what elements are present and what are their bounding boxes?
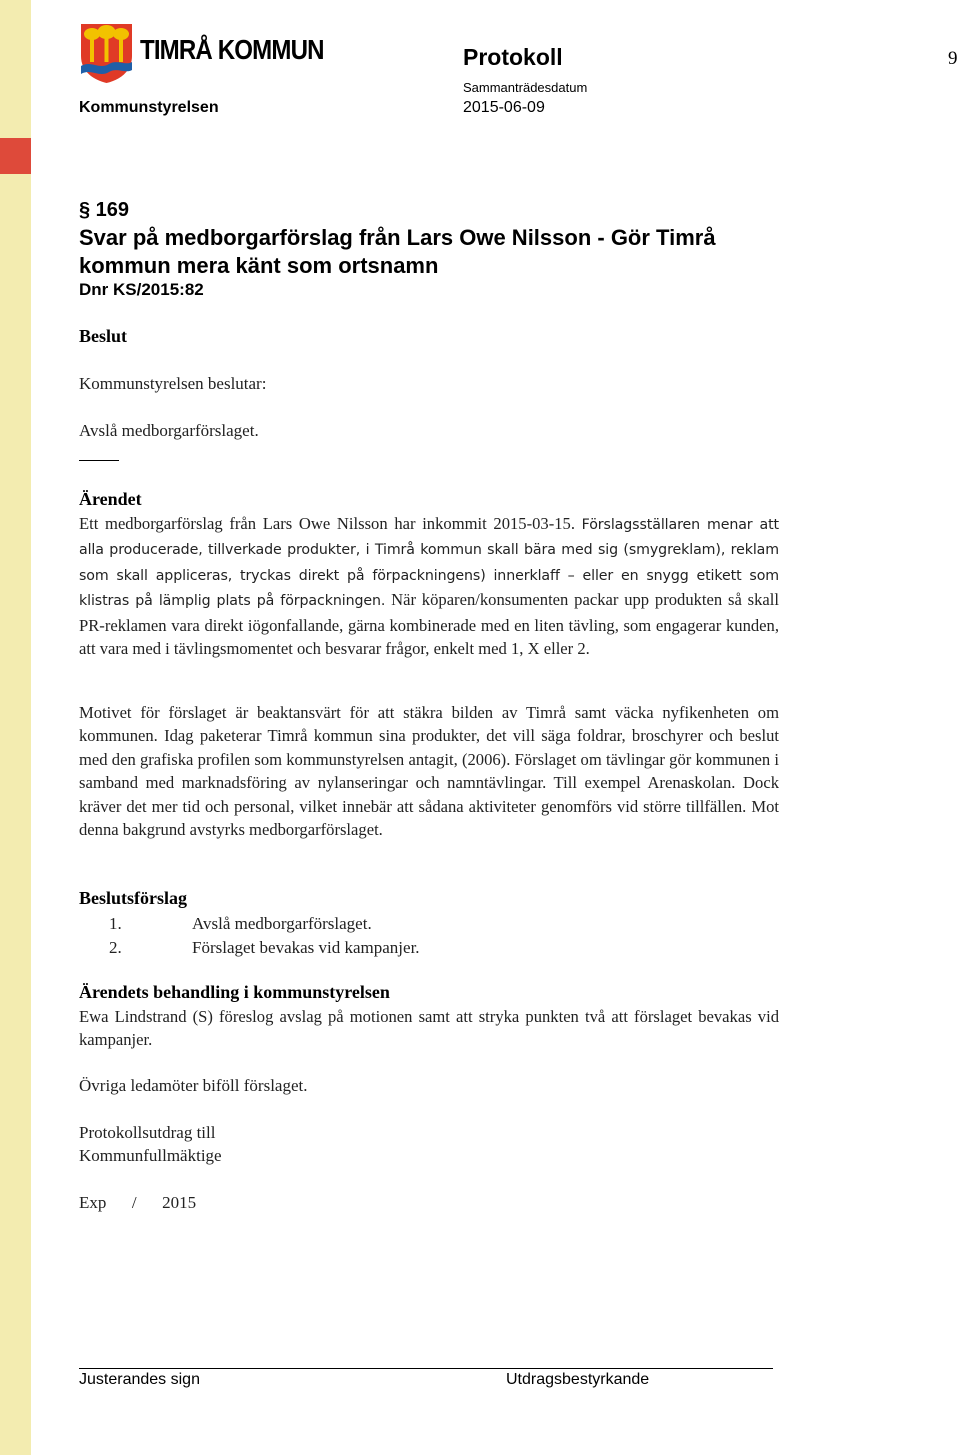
timra-coat-of-arms-logo [79,22,134,84]
arendet-p1-serif: Ett medborgarförslag från Lars Owe Nilsson har inkommit 2015-03-15. [79,514,582,533]
section-title: Svar på medborgarförslag från Lars Owe Nilsson - Gör Timrå kommun mera känt som ortsnamn [79,225,716,278]
margin-accent-block [0,138,31,174]
beslutsforslag-list [79,912,420,959]
signature-label-justerandes: Justerandes sign [79,1371,200,1388]
arendet-paragraph-1 [79,512,779,660]
distribution-recipient: Kommunfullmäktige [79,1146,222,1165]
brand-wordmark: TIMRÅ KOMMUN [140,34,324,65]
arendet-p1-sans: Förslagsställaren menar att alla producerade, tillverkade produkter, i Timrå kommun skall bära med sig (smygreklam), reklam som skall appliceras, tryckas direkt på förpackningens) innerklaff – eller en snygg etikett som klistras på lämplig plats på förpackningen. [79,517,779,610]
beslut-decision: Avslå medborgarförslaget. [79,421,259,440]
list-item-number: 1. [109,914,122,933]
section-number: § 169 [79,199,130,221]
list-item-number: 2. [109,937,122,957]
signature-label-utdragsbestyrkande: Utdragsbestyrkande [506,1371,650,1388]
separator-rule [79,460,119,461]
distribution-label: Protokollsutdrag till [79,1123,216,1142]
case-number: Dnr KS/2015:82 [79,280,204,299]
beslutsforslag-heading: Beslutsförslag [79,888,187,908]
meeting-date: 2015-06-09 [463,99,545,116]
list-item-text: Förslaget bevakas vid kampanjer. [192,937,420,957]
behandling-heading: Ärendets behandling i kommunstyrelsen [79,982,390,1002]
behandling-paragraph: Ewa Lindstrand (S) föreslog avslag på motionen samt att stryka punkten två att förslaget bevakas vid kampanjer. [79,1007,779,1050]
meeting-date-label: Sammanträdesdatum [463,80,588,95]
beslut-heading: Beslut [79,326,128,346]
signature-line [79,1368,773,1369]
behandling-outcome: Övriga ledamöter biföll förslaget. [79,1076,308,1095]
arendet-paragraph-2: Motivet för förslaget är beaktansvärt för att stäkra bilden av Timrå samt väcka nyfikenheten om kommunen. Idag paketerar Timrå kommun sina produkter, det vill säga foldrar, broschyrer och beslut med den grafiska profilen som kommunstyrelsen antagit, (2006). Förslaget om tävlingar gör kommunen i samband med marknadsföring av nylanseringar och namntävlingar. Till exempel Arenaskolan. Dock kräver det mer tid och personal, vilket innebär att sådana aktiviteter genomförs vid större tillfällen. Mot denna bakgrund avstyrks medborgarförslaget. [79,703,779,840]
list-item-text: Avslå medborgarförslaget. [192,914,372,933]
list-item [79,936,420,960]
page-number: 9 [948,48,958,69]
list-item [79,912,420,936]
organization-name: Kommunstyrelsen [79,99,219,116]
arendet-heading: Ärendet [79,489,142,509]
expedition-line: Exp / 2015 [79,1193,197,1212]
arendet-p1-rest: När köparen/konsumenten packar upp produkten så skall PR-reklamen vara direkt iögonfallande, gärna kombinerade med en liten tävling, som engagerar kunden, att vara med i tävlingsmomentet och besvarar frågor, enkelt med 1, X eller 2. [79,590,779,659]
page-margin-stripe [0,0,31,1455]
document-type: Protokoll [463,44,563,70]
beslut-intro: Kommunstyrelsen beslutar: [79,374,267,393]
